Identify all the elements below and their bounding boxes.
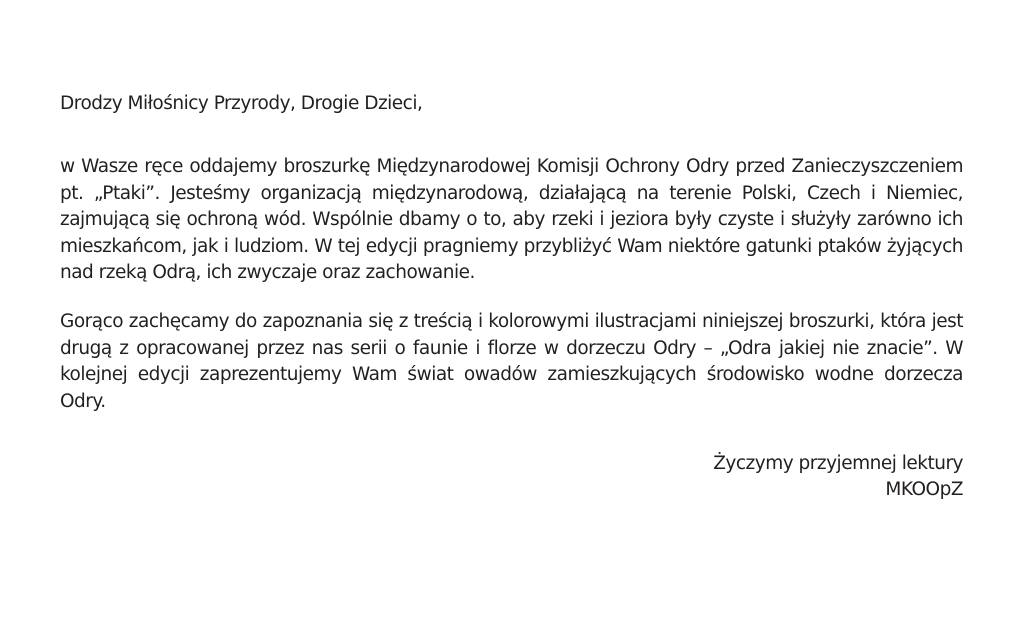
- letter-greeting: Drodzy Miłośnicy Przyrody, Drogie Dzieci,: [60, 93, 423, 114]
- letter-paragraph-2: Gorąco zachęcamy do zapoznania się z treścią i kolorowymi ilustracjami niniejszej broszurki, która jest drugą z opracowanej przez nas serii o faunie i florze w dorzeczu Odry – „Odra jakiej nie znacie”. W kolejnej edycji zaprezentujemy Wam świat owadów zamieszkujących środowisko wodne dorzecza Odry.: [60, 310, 963, 412]
- letter-signature-block: [60, 451, 963, 502]
- letter-paragraph-1: w Wasze ręce oddajemy broszurkę Międzynarodowej Komisji Ochrony Odry przed Zanieczyszczeniem pt. „Ptaki”. Jesteśmy organizacją międzynarodową, działającą na terenie Polski, Czech i Niemiec, zajmującą się ochroną wód. Wspólnie dbamy o to, aby rzeki i jeziora były czyste i służyły zarówno ich mieszkańcom, jak i ludziom. W tej edycji pragniemy przybliżyć Wam niektóre gatunki ptaków żyjących nad rzeką Odrą, ich zwyczaje oraz zachowanie.: [60, 156, 963, 284]
- letter-page: [60, 90, 963, 502]
- letter-closing: Życzymy przyjemnej lektury: [713, 453, 963, 475]
- letter-signature: MKOOpZ: [885, 478, 963, 500]
